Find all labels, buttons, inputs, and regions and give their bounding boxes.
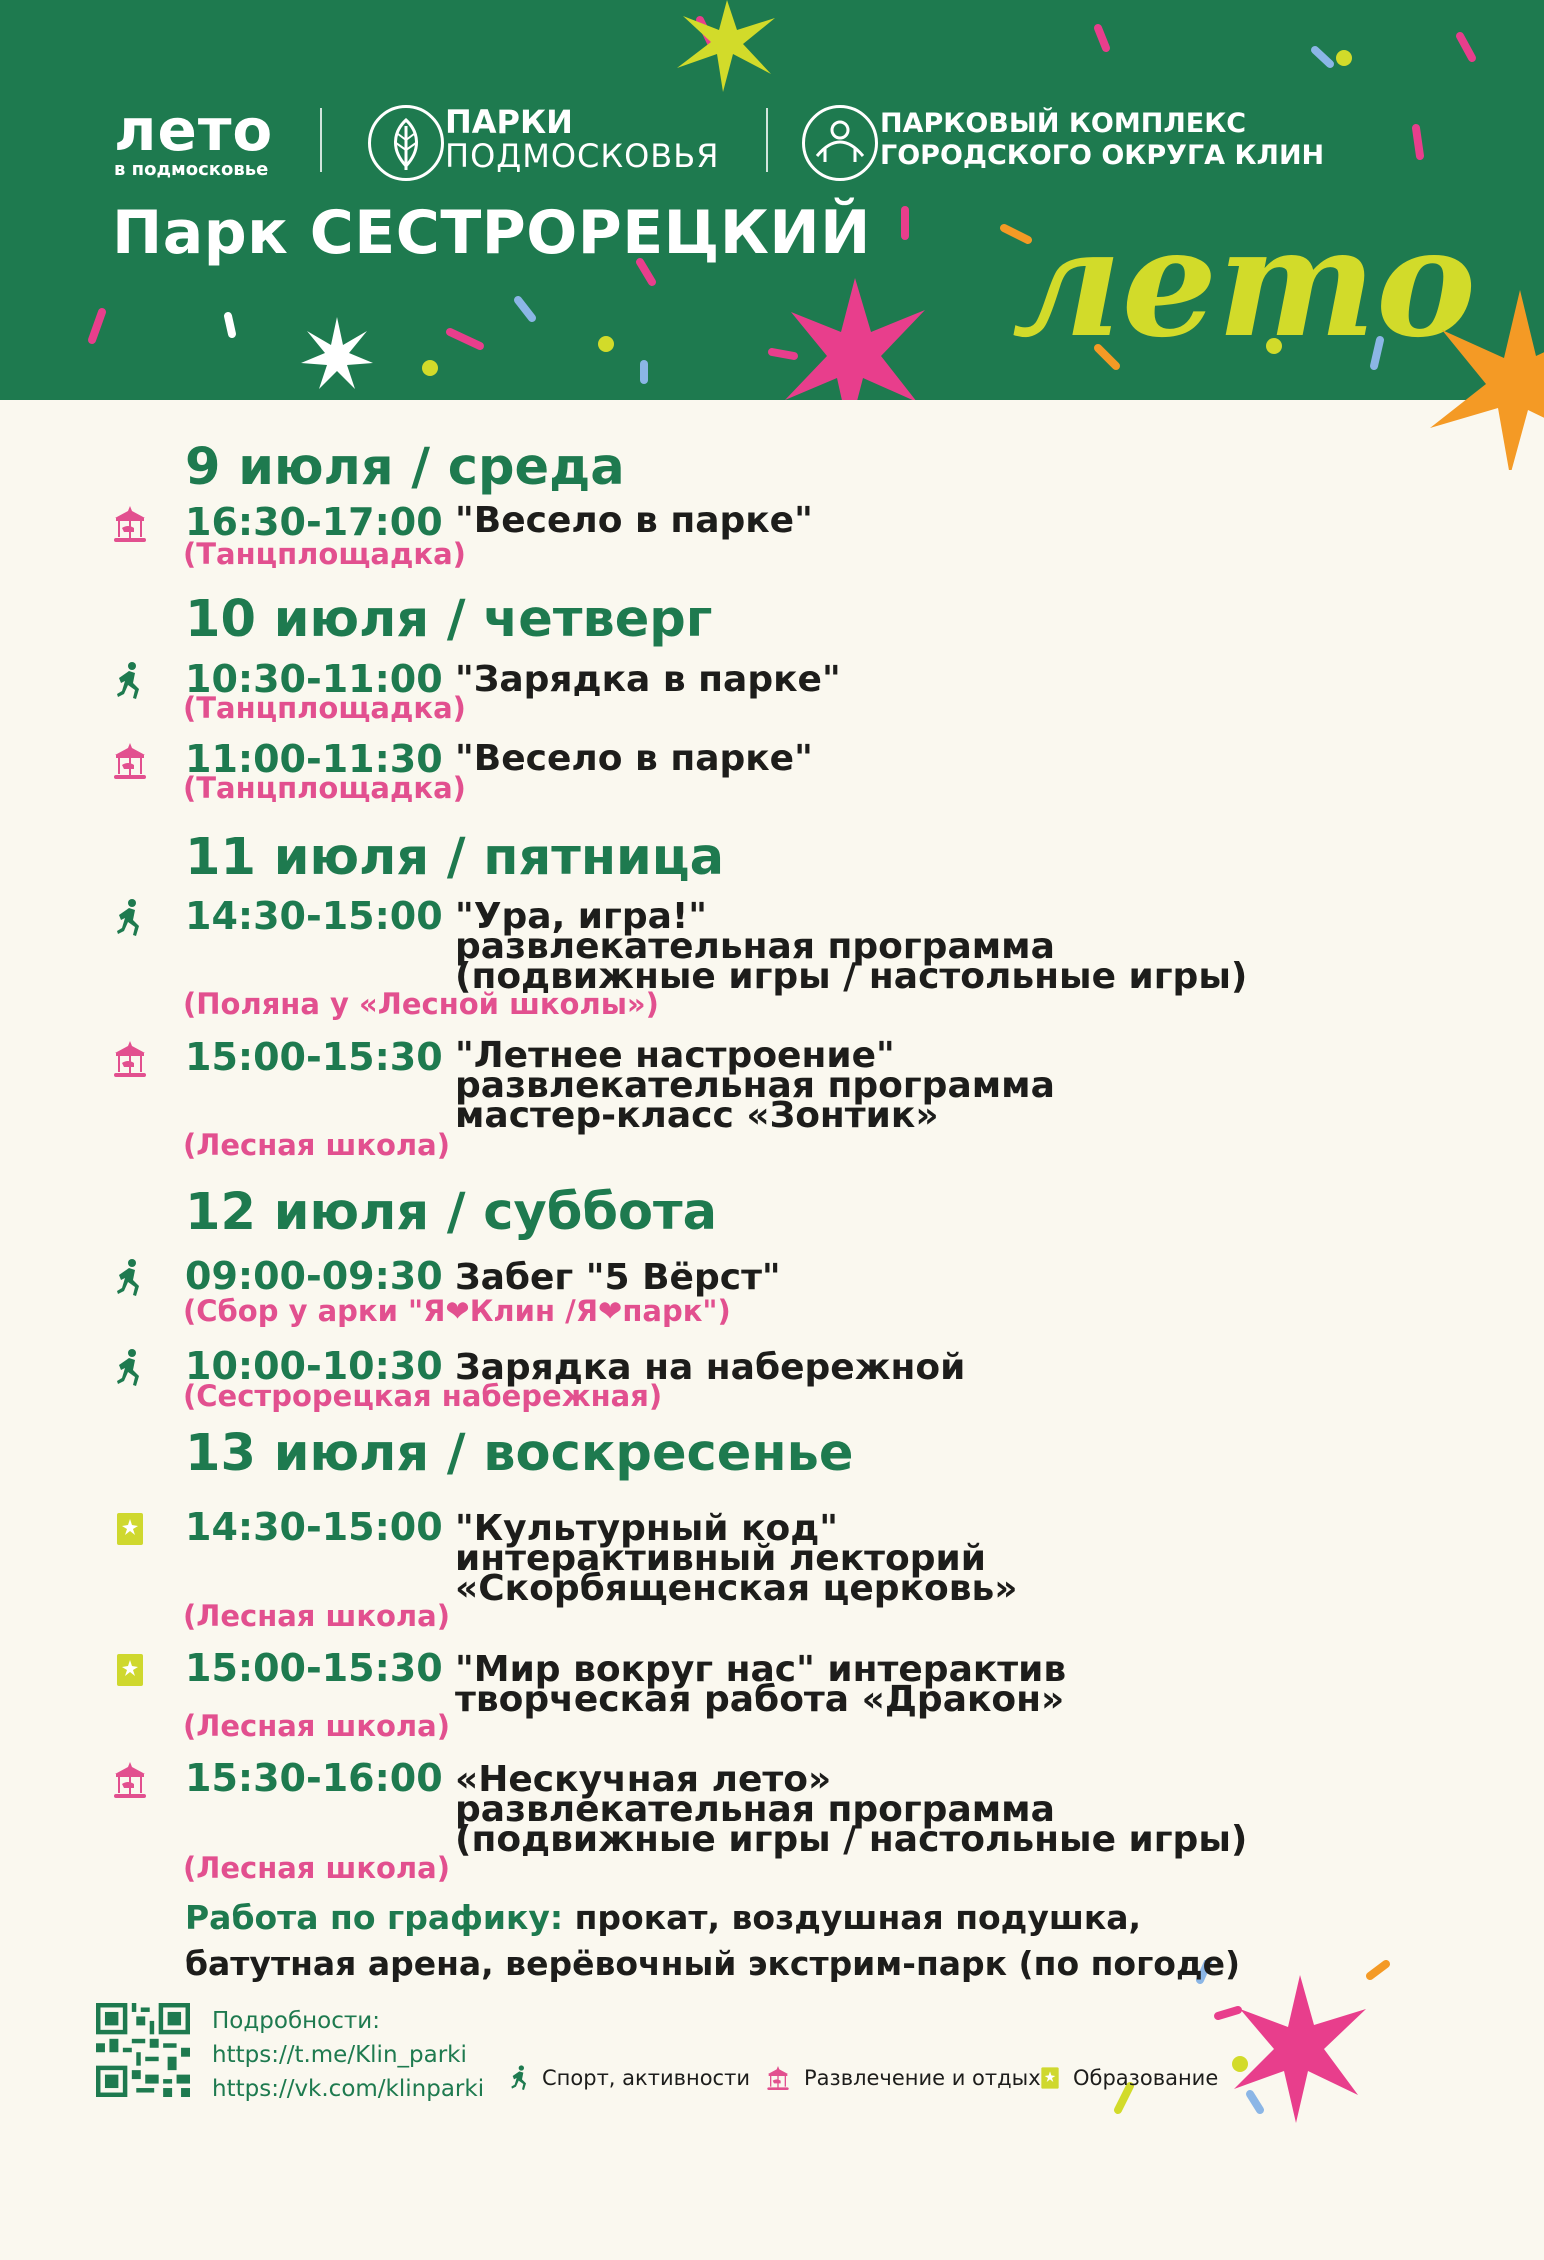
leaf-logo-icon [368,105,444,181]
event-title-line: интерактивный лекторий [455,1538,986,1579]
event-time: 16:30-17:00 [185,500,443,544]
event-time: 15:00-15:30 [185,1646,443,1690]
day-heading: 12 июля / суббота [185,1183,717,1242]
leto-brand-logo [114,96,274,180]
legend-fun: Развлечение и отдых [804,2066,1041,2090]
footer-links [212,2004,484,2106]
runner-icon [112,661,148,701]
event-title-line: Зарядка на набережной [455,1347,966,1388]
event-title-line: развлекательная программа [455,1065,1055,1106]
book-icon [1038,2062,1062,2094]
event-location: (Танцплощадка) [183,771,466,805]
orange-star-decoration [1400,270,1544,470]
event-title-line: «Скорбященская церковь» [455,1568,1018,1609]
runner-icon [112,1258,148,1298]
event-title-line: развлекательная программа [455,1789,1055,1830]
event-time: 15:30-16:00 [185,1756,443,1800]
complex-logo-text [880,108,1324,172]
event-title-line: «Нескучная лето» [455,1759,832,1800]
park-complex-logo-icon [802,105,878,181]
event-time: 09:00-09:30 [185,1254,443,1298]
parki-logo-text [445,105,719,173]
event-time: 14:30-15:00 [185,894,443,938]
runner-icon [112,898,148,938]
event-title-line: (подвижные игры / настольные игры) [455,1819,1248,1860]
complex-line2: ГОРОДСКОГО ОКРУГА КЛИН [880,140,1325,171]
event-title-line: "Весело в парке" [455,500,813,541]
event-location: (Лесная школа) [183,1599,450,1633]
book-icon [112,1509,148,1549]
event-title-line: развлекательная программа [455,926,1055,967]
telegram-link[interactable]: https://t.me/Klin_parki [212,2042,467,2068]
day-heading: 11 июля / пятница [185,828,725,887]
carousel-icon [112,504,148,544]
event-location: (Лесная школа) [183,1709,450,1743]
event-location: (Поляна у «Лесной школы») [183,987,659,1021]
event-location: (Сбор у арки "Я❤Клин /Я❤парк") [183,1294,731,1328]
event-title-line: "Мир вокруг нас" интерактив [455,1649,1067,1690]
event-time: 11:00-11:30 [185,737,443,781]
leto-brand-sub: в подмосковье [114,159,269,180]
runner-icon [112,1348,148,1388]
header-divider [766,108,768,172]
vk-link[interactable]: https://vk.com/klinparki [212,2076,485,2102]
schedule-note [185,1895,1240,1987]
event-title-line: мастер-класс «Зонтик» [455,1095,939,1136]
event-location: (Танцплощадка) [183,537,466,571]
event-title-line: "Летнее настроение" [455,1035,895,1076]
event-title-line: Забег "5 Вёрст" [455,1257,781,1298]
event-time: 10:30-11:00 [185,657,443,701]
event-time: 15:00-15:30 [185,1035,443,1079]
carousel-icon [112,741,148,781]
book-icon [112,1650,148,1690]
schedule-note-lead: Работа по графику: [185,1898,564,1937]
parki-line1: ПАРКИ [445,103,573,141]
event-location: (Сестрорецкая набережная) [183,1379,663,1413]
event-title-line: "Зарядка в парке" [455,659,841,700]
header-banner [0,0,1544,400]
parki-line2: ПОДМОСКОВЬЯ [445,137,720,175]
carousel-icon [112,1760,148,1800]
day-heading: 10 июля / четверг [185,590,713,649]
runner-icon [508,2062,532,2094]
details-label: Подробности: [212,2008,380,2034]
schedule-note-line1: прокат, воздушная подушка, [563,1898,1142,1937]
event-time: 10:00-10:30 [185,1344,443,1388]
event-title-line: "Культурный код" [455,1508,839,1549]
leto-brand-text: лето [114,96,274,164]
event-time: 14:30-15:00 [185,1505,443,1549]
event-location: (Лесная школа) [183,1128,450,1162]
park-title: Парк СЕСТРОРЕЦКИЙ [112,198,871,268]
event-title-line: "Весело в парке" [455,738,813,779]
day-heading: 9 июля / среда [185,438,625,497]
script-leto-text: лето [1012,195,1476,371]
schedule-note-line2: батутная арена, верёвочный экстрим-парк (по погоде) [185,1944,1241,1983]
event-location: (Лесная школа) [183,1851,450,1885]
event-location: (Танцплощадка) [183,691,466,725]
legend-education: Образование [1073,2066,1219,2090]
day-heading: 13 июля / воскресенье [185,1424,854,1483]
complex-line1: ПАРКОВЫЙ КОМПЛЕКС [880,108,1247,139]
event-title-line: (подвижные игры / настольные игры) [455,956,1248,997]
header-divider [320,108,322,172]
carousel-icon [112,1039,148,1079]
carousel-icon [766,2062,790,2094]
qr-code-icon [96,2003,190,2097]
legend-sport: Спорт, активности [542,2066,750,2090]
event-title-line: творческая работа «Дракон» [455,1679,1065,1720]
event-title-line: "Ура, игра!" [455,896,708,937]
